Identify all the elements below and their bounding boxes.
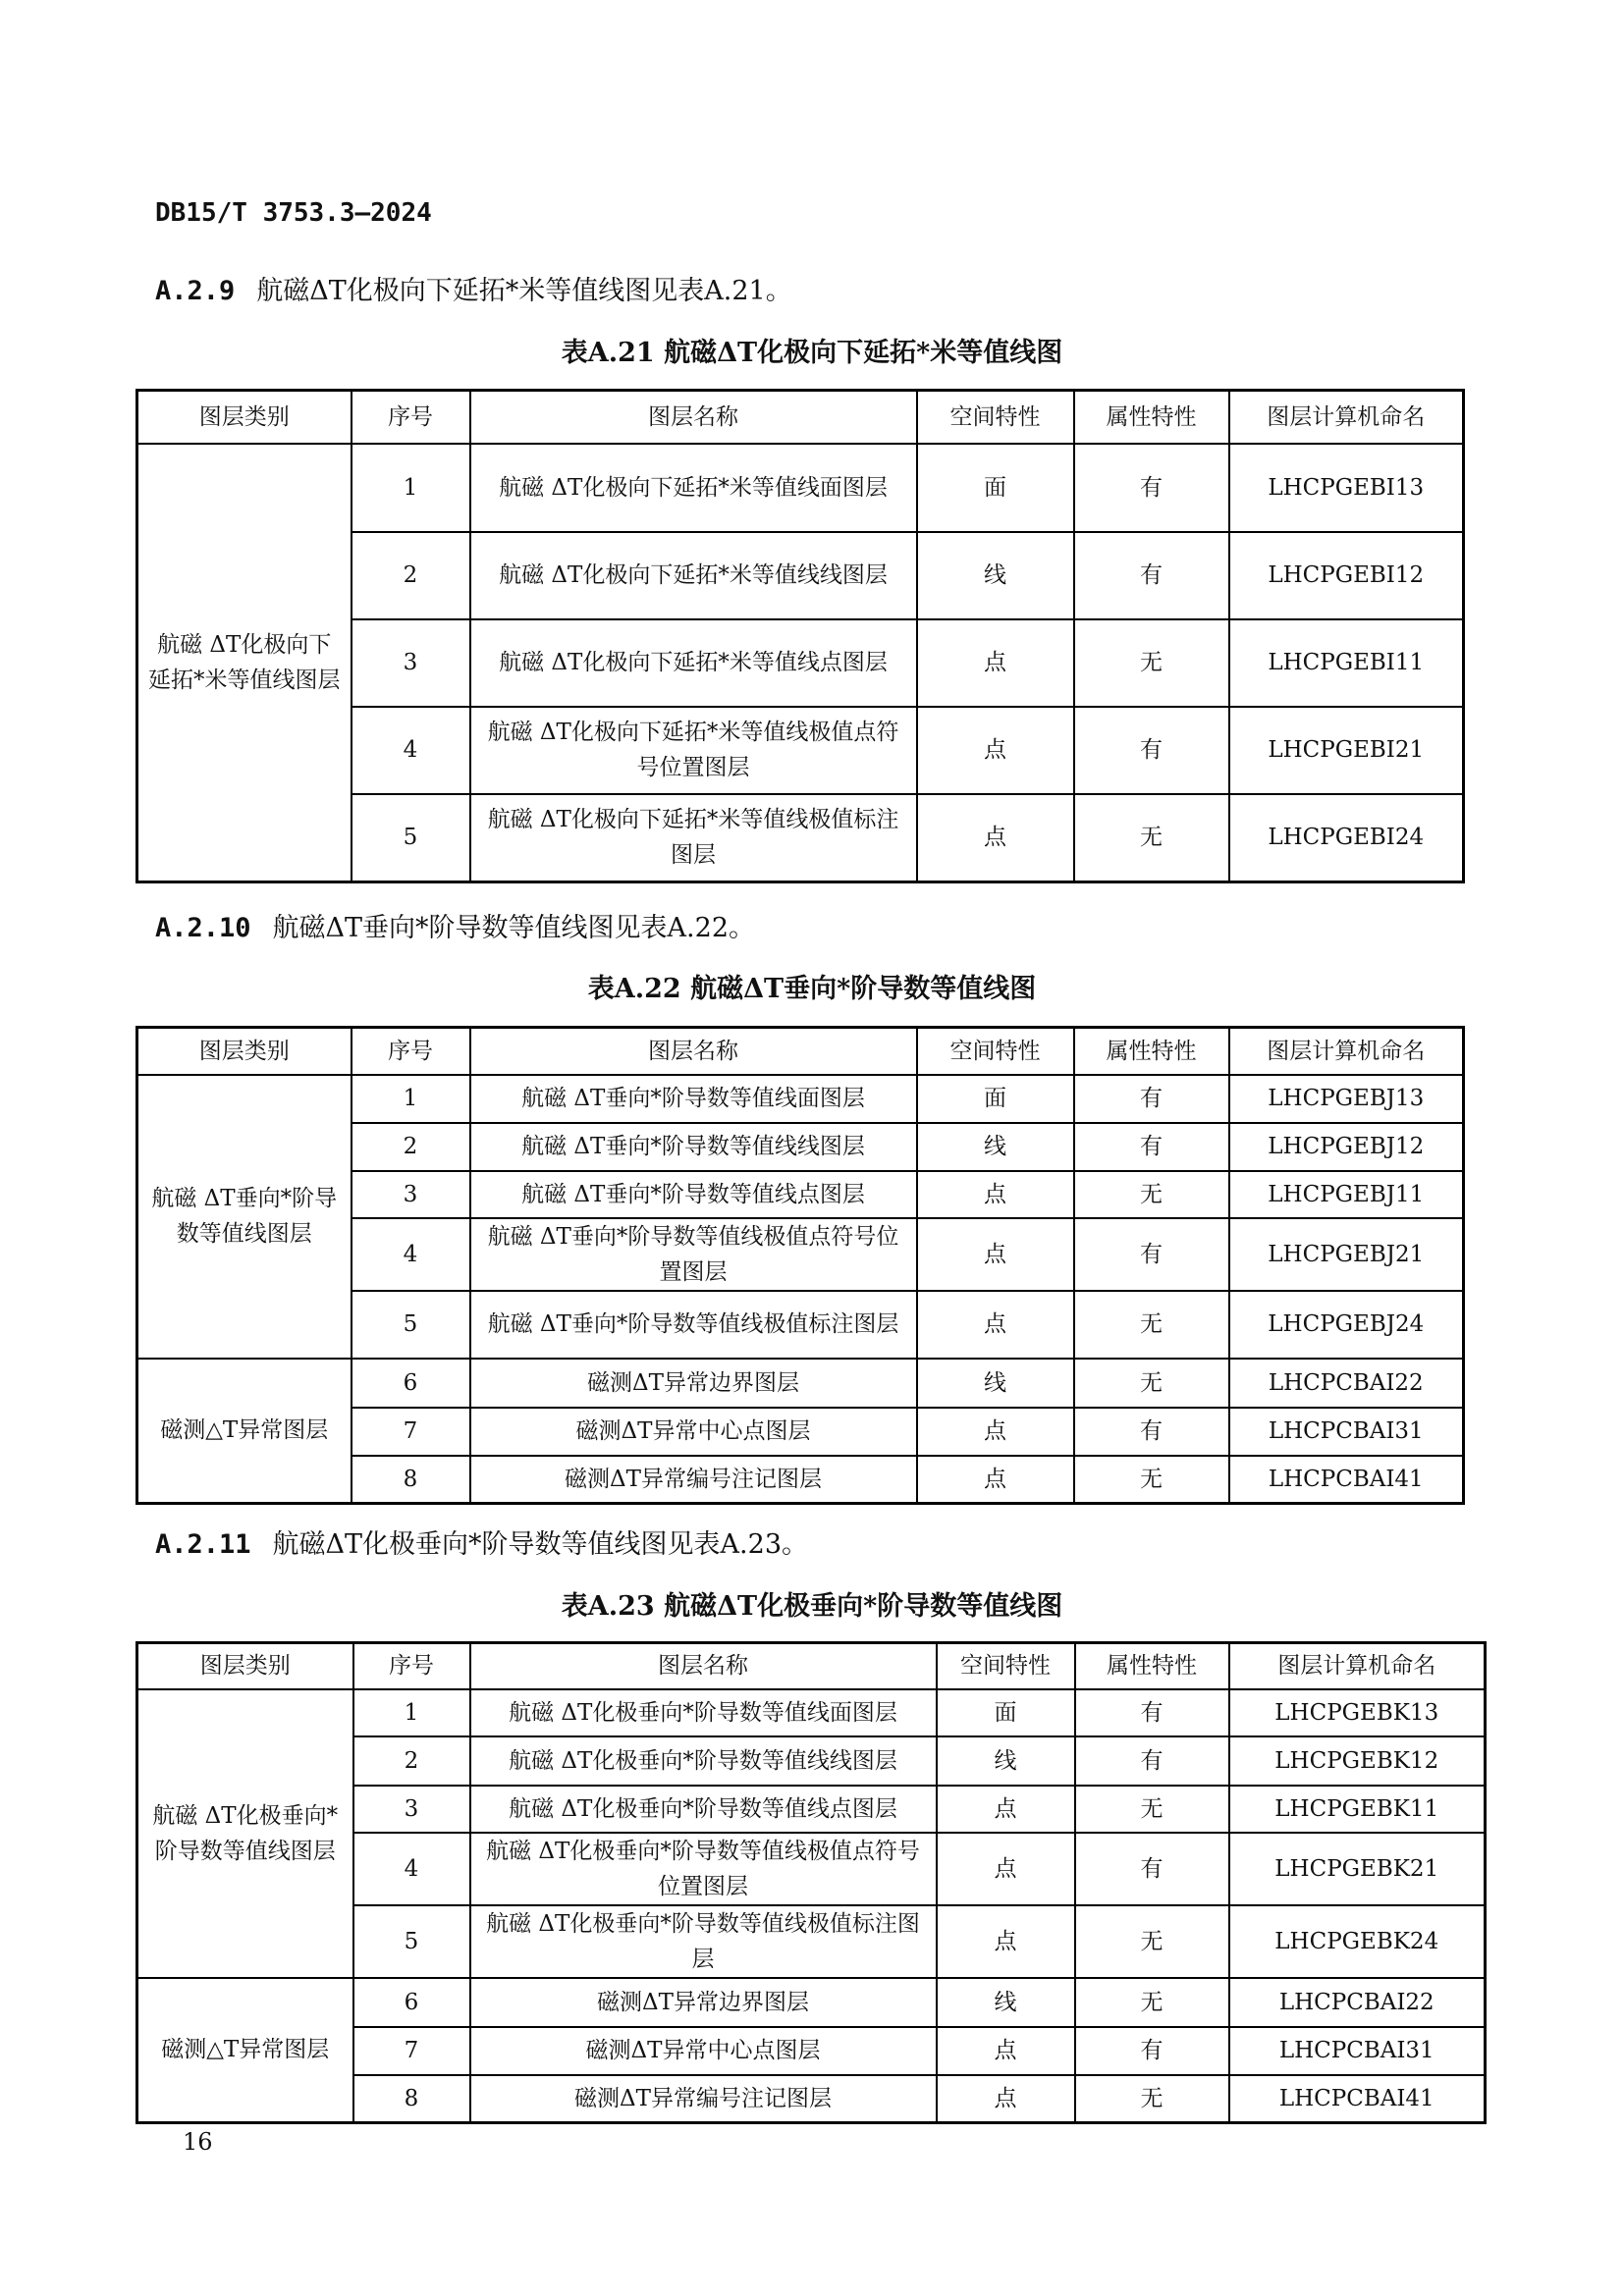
layer-number: 4: [352, 707, 470, 794]
table-row: [137, 1075, 1464, 1123]
column-header: 图层计算机命名: [1229, 1028, 1464, 1075]
layer-number: 5: [353, 1905, 470, 1978]
column-header: 图层名称: [470, 391, 917, 444]
spatial-type: 点: [937, 2027, 1075, 2075]
layer-name: 航磁 ΔT化极垂向*阶导数等值线极值标注图层: [470, 1905, 937, 1978]
layer-number: 6: [353, 1978, 470, 2027]
attribute-flag: 无: [1075, 1978, 1229, 2027]
spatial-type: 点: [917, 1171, 1074, 1218]
table-title: 表A.23 航磁ΔT化极垂向*阶导数等值线图: [561, 1591, 1063, 1622]
layer-name: 航磁 ΔT化极向下延拓*米等值线极值点符号位置图层: [470, 707, 917, 794]
layer-name: 航磁 ΔT化极垂向*阶导数等值线面图层: [470, 1689, 937, 1736]
layer-category: 航磁 ΔT垂向*阶导数等值线图层: [137, 1075, 352, 1359]
layer-code: LHCPGEBJ24: [1229, 1291, 1464, 1359]
layer-code: LHCPGEBK13: [1229, 1689, 1486, 1736]
layer-number: 5: [352, 1291, 470, 1359]
layer-code: LHCPGEBI21: [1229, 707, 1464, 794]
layer-code: LHCPCBAI22: [1229, 1359, 1464, 1408]
spatial-type: 点: [937, 1786, 1075, 1833]
layer-name: 航磁 ΔT化极向下延拓*米等值线点图层: [470, 619, 917, 707]
spatial-type: 点: [917, 1456, 1074, 1504]
attribute-flag: 无: [1074, 1171, 1229, 1218]
layer-code: LHCPGEBJ12: [1229, 1123, 1464, 1171]
layer-name: 航磁 ΔT垂向*阶导数等值线极值点符号位置图层: [470, 1218, 917, 1291]
layer-number: 2: [352, 1123, 470, 1171]
spatial-type: 线: [917, 532, 1074, 619]
layer-name: 航磁 ΔT垂向*阶导数等值线线图层: [470, 1123, 917, 1171]
layer-code: LHCPCBAI41: [1229, 2075, 1486, 2123]
attribute-flag: 无: [1074, 1456, 1229, 1504]
spatial-type: 点: [917, 1408, 1074, 1456]
layer-name: 磁测ΔT异常中心点图层: [470, 2027, 937, 2075]
layer-number: 6: [352, 1359, 470, 1408]
layer-code: LHCPGEBK21: [1229, 1833, 1486, 1905]
layer-number: 4: [353, 1833, 470, 1905]
attribute-flag: 有: [1074, 1075, 1229, 1123]
clause-text: 航磁ΔT化极向下延拓*米等值线图见表A.21。: [256, 276, 792, 306]
layer-number: 5: [352, 794, 470, 882]
spatial-type: 点: [937, 1833, 1075, 1905]
column-header: 图层计算机命名: [1229, 391, 1464, 444]
clause-text: 航磁ΔT化极垂向*阶导数等值线图见表A.23。: [272, 1529, 808, 1560]
attribute-flag: 有: [1075, 2027, 1229, 2075]
standard-number: DB15/T 3753.3—2024: [155, 198, 432, 228]
table-row: [137, 1689, 1486, 1736]
clause-number: A.2.11: [155, 1529, 251, 1560]
layer-code: LHCPCBAI31: [1229, 1408, 1464, 1456]
layer-category: 磁测△T异常图层: [137, 1359, 352, 1504]
attribute-flag: 有: [1075, 1833, 1229, 1905]
attribute-flag: 有: [1074, 444, 1229, 532]
layer-table-a23: [135, 1641, 1487, 2124]
layer-name: 磁测ΔT异常边界图层: [470, 1359, 917, 1408]
layer-name: 航磁 ΔT化极垂向*阶导数等值线点图层: [470, 1786, 937, 1833]
layer-code: LHCPGEBK11: [1229, 1786, 1486, 1833]
column-header: 图层名称: [470, 1643, 937, 1689]
layer-number: 7: [353, 2027, 470, 2075]
layer-name: 航磁 ΔT化极向下延拓*米等值线线图层: [470, 532, 917, 619]
layer-code: LHCPCBAI22: [1229, 1978, 1486, 2027]
column-header: 属性特性: [1075, 1643, 1229, 1689]
clause-text: 航磁ΔT垂向*阶导数等值线图见表A.22。: [272, 913, 755, 943]
clause-a-2-11: [155, 1522, 808, 1561]
layer-name: 磁测ΔT异常边界图层: [470, 1978, 937, 2027]
layer-code: LHCPCBAI31: [1229, 2027, 1486, 2075]
layer-number: 8: [353, 2075, 470, 2123]
spatial-type: 线: [937, 1736, 1075, 1786]
layer-code: LHCPGEBI11: [1229, 619, 1464, 707]
spatial-type: 线: [917, 1123, 1074, 1171]
layer-number: 1: [352, 1075, 470, 1123]
clause-a-2-10: [155, 906, 755, 944]
layer-code: LHCPGEBI13: [1229, 444, 1464, 532]
column-header: 图层类别: [137, 1643, 353, 1689]
spatial-type: 面: [917, 444, 1074, 532]
column-header: 空间特性: [917, 1028, 1074, 1075]
layer-name: 航磁 ΔT垂向*阶导数等值线极值标注图层: [470, 1291, 917, 1359]
column-header: 空间特性: [937, 1643, 1075, 1689]
layer-code: LHCPGEBI12: [1229, 532, 1464, 619]
layer-number: 2: [353, 1736, 470, 1786]
layer-category: 航磁 ΔT化极向下延拓*米等值线图层: [137, 444, 352, 882]
spatial-type: 点: [917, 1291, 1074, 1359]
layer-code: LHCPGEBK12: [1229, 1736, 1486, 1786]
column-header: 图层类别: [137, 391, 352, 444]
layer-name: 航磁 ΔT化极向下延拓*米等值线面图层: [470, 444, 917, 532]
spatial-type: 点: [917, 1218, 1074, 1291]
attribute-flag: 无: [1075, 1905, 1229, 1978]
table-title: 表A.21 航磁ΔT化极向下延拓*米等值线图: [561, 338, 1063, 368]
attribute-flag: 无: [1074, 1291, 1229, 1359]
table-row: [137, 1359, 1464, 1408]
layer-code: LHCPGEBK24: [1229, 1905, 1486, 1978]
layer-number: 2: [352, 532, 470, 619]
layer-code: LHCPGEBJ13: [1229, 1075, 1464, 1123]
layer-code: LHCPGEBJ11: [1229, 1171, 1464, 1218]
attribute-flag: 有: [1075, 1736, 1229, 1786]
attribute-flag: 有: [1074, 707, 1229, 794]
table-title: 表A.22 航磁ΔT垂向*阶导数等值线图: [587, 974, 1037, 1004]
layer-number: 7: [352, 1408, 470, 1456]
layer-code: LHCPGEBJ21: [1229, 1218, 1464, 1291]
header-row: [137, 1028, 1464, 1075]
column-header: 图层名称: [470, 1028, 917, 1075]
layer-name: 航磁 ΔT化极垂向*阶导数等值线线图层: [470, 1736, 937, 1786]
column-header: 图层计算机命名: [1229, 1643, 1486, 1689]
layer-number: 8: [352, 1456, 470, 1504]
page-number: 16: [183, 2128, 213, 2156]
column-header: 属性特性: [1074, 1028, 1229, 1075]
column-header: 序号: [353, 1643, 470, 1689]
header-row: [137, 1643, 1486, 1689]
table-row: [137, 444, 1464, 532]
attribute-flag: 无: [1074, 794, 1229, 882]
layer-category: 磁测△T异常图层: [137, 1978, 353, 2123]
layer-category: 航磁 ΔT化极垂向*阶导数等值线图层: [137, 1689, 353, 1978]
spatial-type: 线: [937, 1978, 1075, 2027]
layer-number: 3: [352, 1171, 470, 1218]
attribute-flag: 无: [1074, 619, 1229, 707]
spatial-type: 点: [917, 707, 1074, 794]
spatial-type: 面: [917, 1075, 1074, 1123]
spatial-type: 点: [917, 619, 1074, 707]
layer-table-a22: [135, 1026, 1465, 1505]
layer-code: LHCPGEBI24: [1229, 794, 1464, 882]
layer-number: 3: [352, 619, 470, 707]
header-row: [137, 391, 1464, 444]
layer-name: 磁测ΔT异常编号注记图层: [470, 2075, 937, 2123]
attribute-flag: 有: [1074, 1123, 1229, 1171]
layer-number: 1: [353, 1689, 470, 1736]
spatial-type: 点: [937, 1905, 1075, 1978]
layer-table-a21: [135, 389, 1465, 883]
layer-name: 航磁 ΔT化极垂向*阶导数等值线极值点符号位置图层: [470, 1833, 937, 1905]
spatial-type: 点: [917, 794, 1074, 882]
layer-name: 航磁 ΔT垂向*阶导数等值线面图层: [470, 1075, 917, 1123]
attribute-flag: 有: [1074, 532, 1229, 619]
column-header: 空间特性: [917, 391, 1074, 444]
layer-code: LHCPCBAI41: [1229, 1456, 1464, 1504]
layer-name: 磁测ΔT异常中心点图层: [470, 1408, 917, 1456]
table-row: [137, 1978, 1486, 2027]
attribute-flag: 无: [1074, 1359, 1229, 1408]
column-header: 序号: [352, 1028, 470, 1075]
column-header: 图层类别: [137, 1028, 352, 1075]
spatial-type: 面: [937, 1689, 1075, 1736]
attribute-flag: 有: [1075, 1689, 1229, 1736]
attribute-flag: 无: [1075, 2075, 1229, 2123]
attribute-flag: 有: [1074, 1408, 1229, 1456]
layer-name: 航磁 ΔT化极向下延拓*米等值线极值标注图层: [470, 794, 917, 882]
layer-number: 1: [352, 444, 470, 532]
spatial-type: 点: [937, 2075, 1075, 2123]
attribute-flag: 无: [1075, 1786, 1229, 1833]
spatial-type: 线: [917, 1359, 1074, 1408]
clause-number: A.2.10: [155, 913, 251, 943]
attribute-flag: 有: [1074, 1218, 1229, 1291]
clause-a-2-9: [155, 269, 792, 307]
layer-number: 3: [353, 1786, 470, 1833]
column-header: 序号: [352, 391, 470, 444]
layer-name: 航磁 ΔT垂向*阶导数等值线点图层: [470, 1171, 917, 1218]
clause-number: A.2.9: [155, 276, 236, 306]
column-header: 属性特性: [1074, 391, 1229, 444]
layer-name: 磁测ΔT异常编号注记图层: [470, 1456, 917, 1504]
layer-number: 4: [352, 1218, 470, 1291]
